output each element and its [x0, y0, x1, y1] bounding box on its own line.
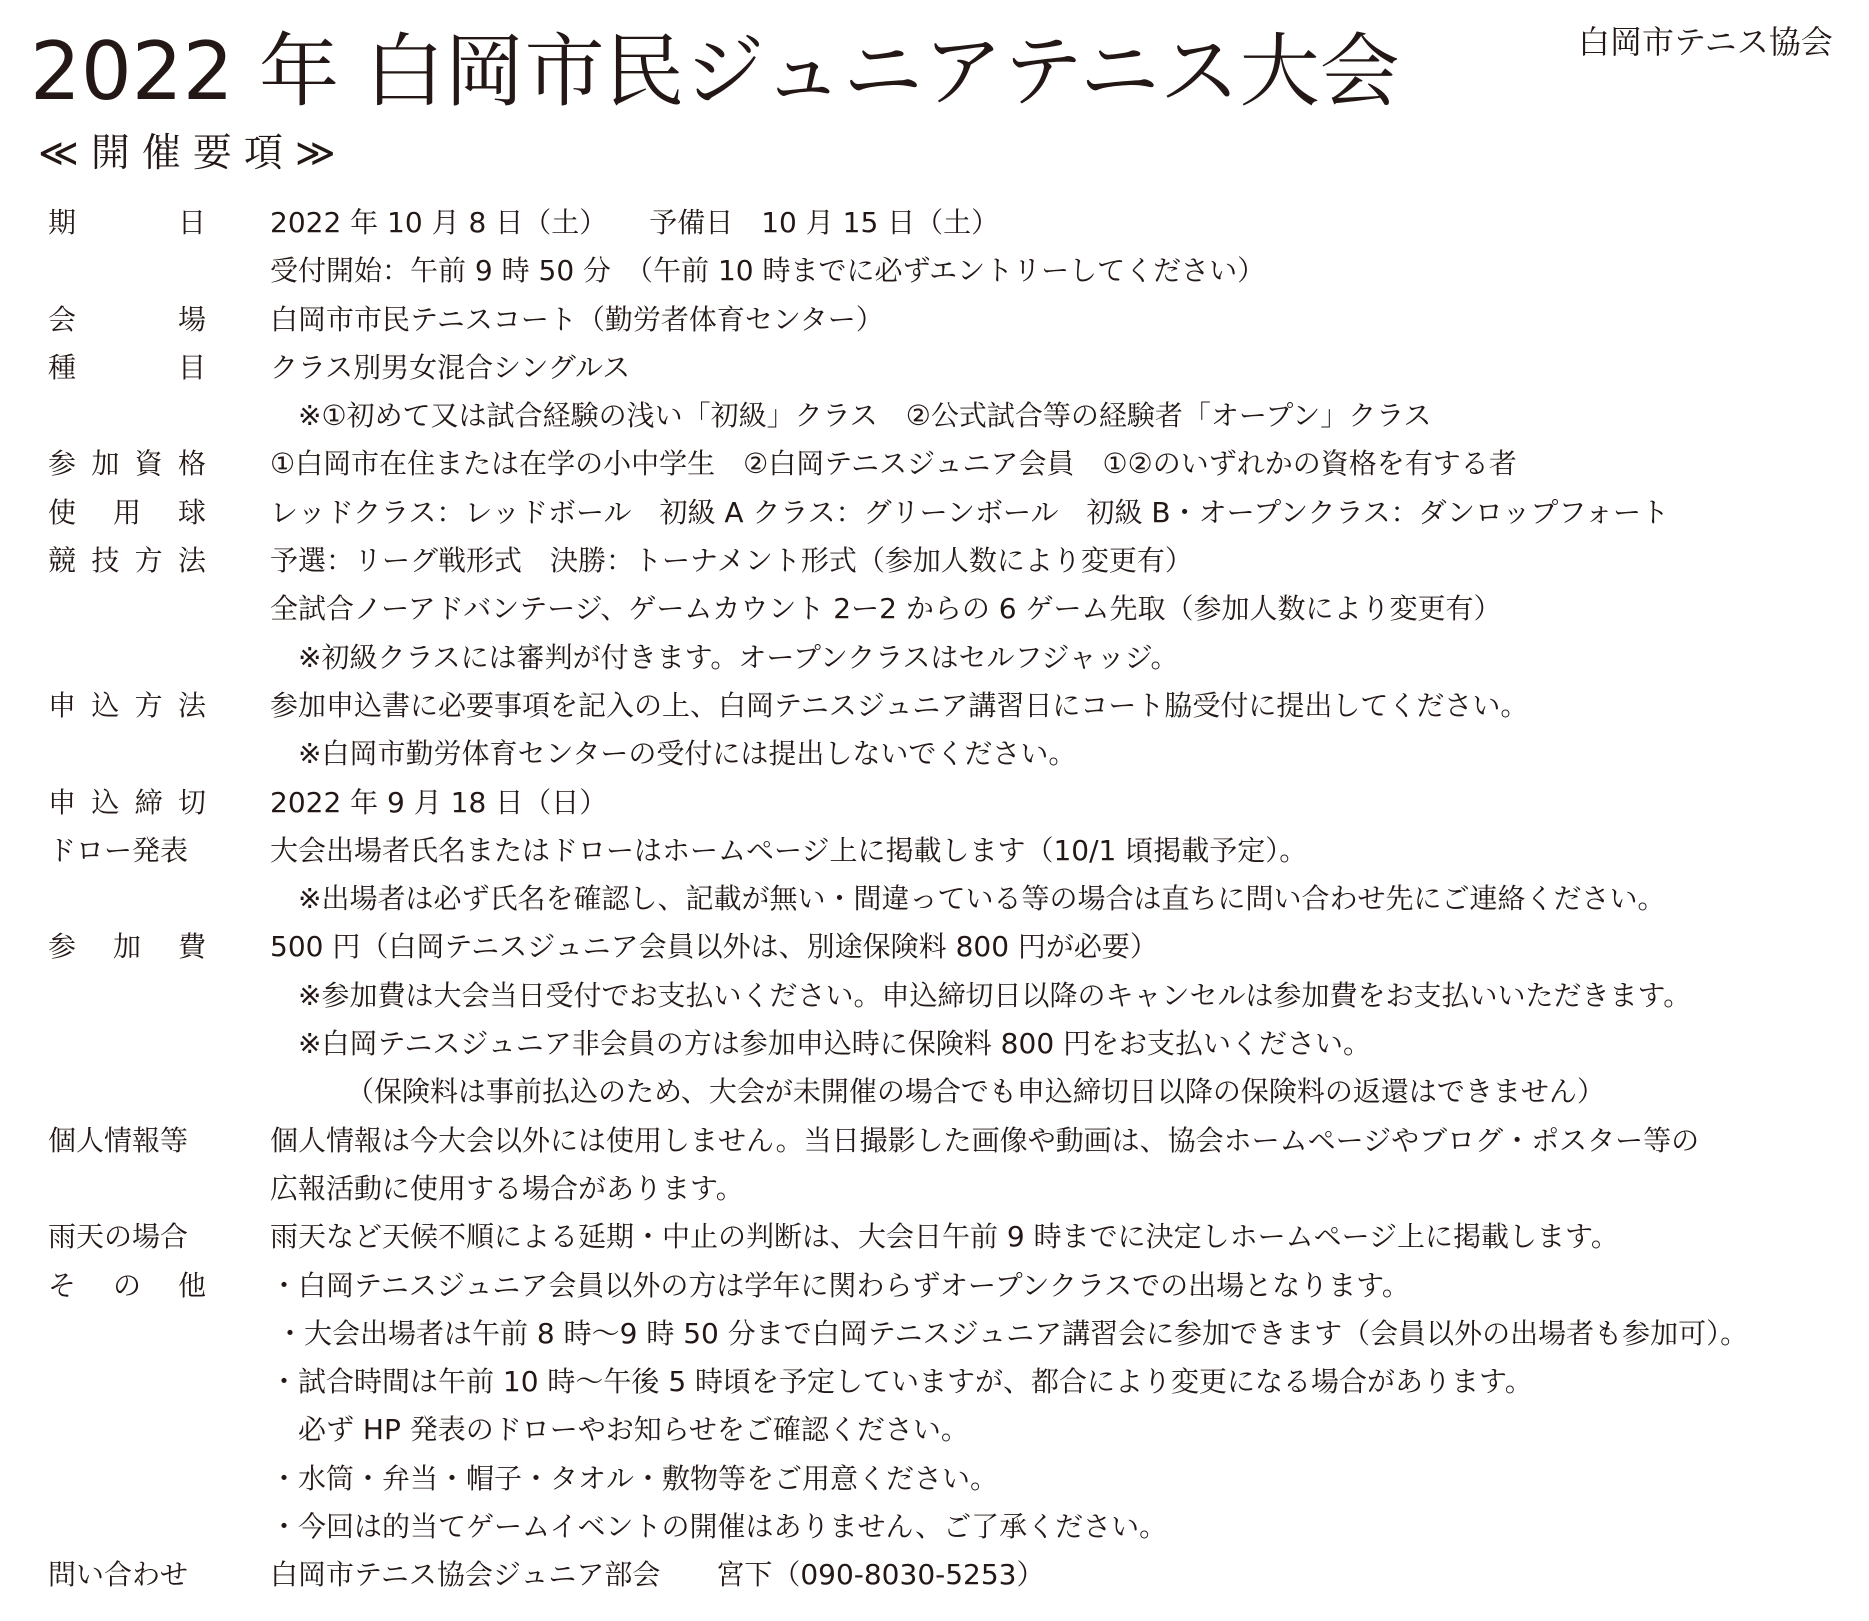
row-text: 大会出場者氏名またはドローはホームページ上に掲載します（10/1 頃掲載予定）。 [270, 833, 1308, 867]
row-label [48, 489, 206, 537]
row-label [48, 682, 206, 730]
row-label-part: 球 [177, 495, 206, 529]
guideline-row [0, 489, 1869, 537]
row-label-part: 参 [48, 930, 77, 964]
row-text: 雨天など天候不順による延期・中止の判断は、大会日午前 9 時までに決定しホームページ上に掲載します。 [270, 1220, 1619, 1254]
organization-name: 白岡市テニス協会 [1578, 23, 1833, 61]
row-label-part: 加 [112, 930, 141, 964]
guideline-row [0, 199, 1869, 247]
guideline-row [0, 344, 1869, 392]
guideline-row [0, 1068, 1869, 1116]
row-text: 2022 年 9 月 18 日（日） [270, 785, 608, 819]
row-text: ・白岡テニスジュニア会員以外の方は学年に関わらずオープンクラスでの出場となります。 [270, 1268, 1410, 1302]
row-label-part: 込 [91, 688, 120, 722]
guideline-row [0, 1406, 1869, 1454]
row-label [48, 344, 206, 392]
row-text: 必ず HP 発表のドローやお知らせをご確認ください。 [298, 1413, 969, 1447]
row-text: 広報活動に使用する場合があります。 [270, 1171, 744, 1205]
section-heading: ≪開催要項≫ [38, 131, 348, 176]
row-label [48, 923, 206, 971]
row-text: 白岡市市民テニスコート（勤労者体育センター） [270, 302, 884, 336]
row-label-part: 格 [177, 447, 206, 481]
row-label-part: 締 [134, 785, 163, 819]
row-text: ①白岡市在住または在学の小中学生 ②白岡テニスジュニア会員 ①②のいずれかの資格を有する者 [270, 447, 1517, 481]
row-label-part: 資 [134, 447, 163, 481]
guideline-row [0, 1310, 1869, 1358]
row-label [48, 1551, 206, 1599]
guideline-row [0, 875, 1869, 923]
row-text: ※出場者は必ず氏名を確認し、記載が無い・間違っている等の場合は直ちに問い合わせ先にご連絡ください。 [298, 882, 1666, 916]
row-label-part: 参 [48, 447, 77, 481]
row-label-part: 種 [48, 350, 77, 384]
row-label-part: 問い合わせ [48, 1558, 189, 1592]
row-label-part: 目 [177, 350, 206, 384]
row-label-part: 個人情報等 [48, 1123, 189, 1157]
row-label-part: 技 [91, 544, 120, 578]
row-text: レッドクラス：レッドボール 初級 A クラス：グリーンボール 初級 B・オープンクラス：ダンロップフォート [270, 495, 1669, 529]
row-text: ※①初めて又は試合経験の浅い「初級」クラス ②公式試合等の経験者「オープン」クラス [298, 399, 1432, 433]
row-label-part: 使 [48, 495, 77, 529]
guideline-row [0, 634, 1869, 682]
row-text: 個人情報は今大会以外には使用しません。当日撮影した画像や動画は、協会ホームページやブログ・ポスター等の [270, 1123, 1700, 1157]
row-text: 受付開始：午前 9 時 50 分 （午前 10 時までに必ずエントリーしてください） [270, 254, 1266, 288]
row-label [48, 779, 206, 827]
row-text: 500 円（白岡テニスジュニア会員以外は、別途保険料 800 円が必要） [270, 930, 1158, 964]
row-text: ※白岡テニスジュニア非会員の方は参加申込時に保険料 800 円をお支払いください。 [298, 1027, 1372, 1061]
row-label [48, 537, 206, 585]
guideline-row [0, 1262, 1869, 1310]
guideline-row [0, 1358, 1869, 1406]
row-label-part: ドロー発表 [48, 833, 189, 867]
row-label-part: 申 [48, 785, 77, 819]
row-text: ・水筒・弁当・帽子・タオル・敷物等をご用意ください。 [270, 1461, 999, 1495]
row-text: 予選：リーグ戦形式 決勝：トーナメント形式（参加人数により変更有） [270, 544, 1193, 578]
row-text: ※白岡市勤労体育センターの受付には提出しないでください。 [298, 737, 1077, 771]
row-label-part: 他 [177, 1268, 206, 1302]
guideline-row [0, 1165, 1869, 1213]
row-label-part: 法 [177, 688, 206, 722]
row-text: ※初級クラスには審判が付きます。オープンクラスはセルフジャッジ。 [298, 640, 1179, 674]
guideline-row [0, 537, 1869, 585]
row-label [48, 440, 206, 488]
row-text: 全試合ノーアドバンテージ、ゲームカウント 2ー2 からの 6 ゲーム先取（参加人数により変更有） [270, 592, 1502, 626]
row-label [48, 827, 206, 875]
row-label-part: 日 [177, 206, 206, 239]
guideline-row [0, 585, 1869, 633]
row-text: ・大会出場者は午前 8 時～9 時 50 分まで白岡テニスジュニア講習会に参加できます（会員以外の出場者も参加可）。 [276, 1316, 1749, 1350]
guideline-row [0, 682, 1869, 730]
row-label-part: 込 [91, 785, 120, 819]
row-text: ・今回は的当てゲームイベントの開催はありません、ご了承ください。 [270, 1510, 1168, 1544]
guideline-row [0, 923, 1869, 971]
row-label-part: 期 [48, 206, 77, 239]
row-label-part: 雨天の場合 [48, 1220, 189, 1254]
row-text: 参加申込書に必要事項を記入の上、白岡テニスジュニア講習日にコート脇受付に提出してください。 [270, 688, 1529, 722]
guideline-row [0, 779, 1869, 827]
row-text: ・試合時間は午前 10 時～午後 5 時頃を予定していますが、都合により変更になる場合があります。 [270, 1365, 1533, 1399]
row-label-part: 切 [177, 785, 206, 819]
row-label-part: 用 [112, 495, 141, 529]
guideline-row [0, 392, 1869, 440]
row-text: 2022 年 10 月 8 日（土） 予備日 10 月 15 日（土） [270, 206, 1000, 239]
guideline-row [0, 1455, 1869, 1503]
guideline-row [0, 1503, 1869, 1551]
row-label-part: 競 [48, 544, 77, 578]
row-label-part: 法 [177, 544, 206, 578]
guideline-row [0, 296, 1869, 344]
row-label-part: 方 [134, 688, 163, 722]
row-label-part: 申 [48, 688, 77, 722]
row-text: ※参加費は大会当日受付でお支払いください。申込締切日以降のキャンセルは参加費をお支払いいただきます。 [298, 978, 1692, 1012]
guideline-row [0, 247, 1869, 295]
guideline-row [0, 1551, 1869, 1599]
row-label [48, 296, 206, 344]
guideline-row [0, 827, 1869, 875]
guideline-row [0, 1213, 1869, 1261]
row-label-part: 費 [177, 930, 206, 964]
row-label [48, 199, 206, 247]
row-label-part: 場 [177, 302, 206, 336]
guideline-row [0, 440, 1869, 488]
row-label-part: 加 [91, 447, 120, 481]
row-label-part: そ [48, 1268, 77, 1302]
row-label-part: 方 [134, 544, 163, 578]
guideline-row [0, 730, 1869, 778]
row-label [48, 1262, 206, 1310]
row-label-part: 会 [48, 302, 77, 336]
row-label [48, 1117, 206, 1165]
row-text: 白岡市テニス協会ジュニア部会 宮下（090-8030-5253） [270, 1558, 1045, 1592]
guideline-list [0, 199, 1869, 1600]
page-title: 2022 年 白岡市民ジュニアテニス大会 [30, 25, 1400, 118]
guideline-row [0, 972, 1869, 1020]
guideline-row [0, 1020, 1869, 1068]
row-text: クラス別男女混合シングルス [270, 350, 631, 384]
guideline-row [0, 1117, 1869, 1165]
row-text: （保険料は事前払込のため、大会が未開催の場合でも申込締切日以降の保険料の返還はできません） [346, 1075, 1605, 1109]
row-label-part: の [112, 1268, 141, 1302]
row-label [48, 1213, 206, 1261]
